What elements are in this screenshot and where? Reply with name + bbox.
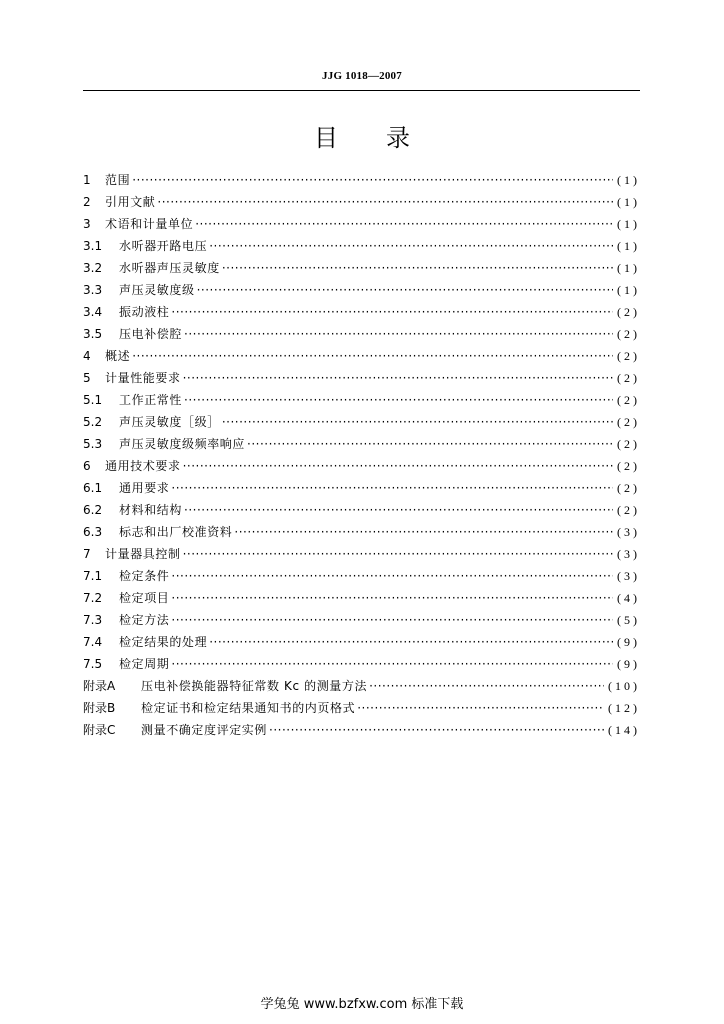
toc-entry-page: (3) — [617, 547, 640, 561]
toc-entry-label: 检定条件 — [119, 569, 170, 583]
toc-entry-number: 附录A — [83, 679, 116, 693]
toc-entry-label: 通用要求 — [119, 481, 170, 495]
toc-entry[interactable] — [83, 367, 640, 389]
toc-entry-number: 3.5 — [83, 327, 103, 341]
toc-entry-number: 6 — [83, 459, 91, 473]
toc-entry-page: (1) — [617, 173, 640, 187]
toc-leader-dots — [269, 719, 604, 741]
toc-entry-page: (2) — [617, 481, 640, 495]
toc-leader-dots — [171, 301, 613, 323]
toc-entry[interactable] — [83, 433, 640, 455]
toc-entry-label: 声压灵敏度级 — [119, 283, 195, 297]
toc-entry-label: 检定项目 — [119, 591, 170, 605]
toc-entry-label: 计量器具控制 — [105, 547, 181, 561]
toc-title-part1: 目 — [314, 124, 338, 152]
toc-entry-label: 压电补偿换能器特征常数 Kc 的测量方法 — [141, 679, 368, 693]
toc-leader-dots — [183, 455, 613, 477]
toc-entry[interactable] — [83, 609, 640, 631]
toc-entry[interactable] — [83, 279, 640, 301]
toc-entry-page: (1) — [617, 217, 640, 231]
toc-entry-label: 检定方法 — [119, 613, 170, 627]
toc-entry-page: (3) — [617, 569, 640, 583]
toc-entry-page: (2) — [617, 349, 640, 363]
toc-entry-number: 5 — [83, 371, 91, 385]
toc-entry[interactable] — [83, 235, 640, 257]
toc-entry-number: 7.3 — [83, 613, 103, 627]
toc-entry-label: 范围 — [105, 173, 131, 187]
toc-entry-label: 声压灵敏度［级］ — [119, 415, 220, 429]
toc-entry[interactable] — [83, 565, 640, 587]
toc-entry-label: 检定结果的处理 — [119, 635, 208, 649]
toc-entry-label: 标志和出厂校准资料 — [119, 525, 233, 539]
toc-entry-number: 5.2 — [83, 415, 103, 429]
toc-leader-dots — [171, 565, 613, 587]
toc-leader-dots — [369, 675, 604, 697]
header-rule — [83, 90, 640, 91]
toc-entry-number: 3.3 — [83, 283, 103, 297]
toc-leader-dots — [209, 631, 613, 653]
toc-entry[interactable] — [83, 301, 640, 323]
toc-entry[interactable] — [83, 191, 640, 213]
toc-entry-page: (2) — [617, 371, 640, 385]
toc-leader-dots — [197, 279, 613, 301]
toc-entry-label: 材料和结构 — [119, 503, 183, 517]
toc-entry[interactable] — [83, 521, 640, 543]
toc-entry-page: (2) — [617, 393, 640, 407]
toc-entry-number: 1 — [83, 173, 91, 187]
toc-entry[interactable] — [83, 719, 640, 741]
toc-leader-dots — [171, 587, 613, 609]
toc-entry-label: 测量不确定度评定实例 — [141, 723, 268, 737]
toc-title-part2: 录 — [386, 124, 410, 152]
toc-entry-number: 3.2 — [83, 261, 103, 275]
toc-entry-number: 4 — [83, 349, 91, 363]
toc-entry-page: (1) — [617, 195, 640, 209]
toc-entry-label: 检定周期 — [119, 657, 170, 671]
toc-leader-dots — [171, 477, 613, 499]
toc-entry-page: (10) — [608, 679, 640, 693]
toc-entry-number: 7.1 — [83, 569, 103, 583]
toc-entry[interactable] — [83, 653, 640, 675]
toc-entry[interactable] — [83, 257, 640, 279]
toc-leader-dots — [132, 345, 613, 367]
toc-entry-number: 3.4 — [83, 305, 103, 319]
toc-entry-page: (12) — [608, 701, 640, 715]
toc-entry[interactable] — [83, 587, 640, 609]
toc-entry-number: 6.2 — [83, 503, 103, 517]
toc-entry-number: 2 — [83, 195, 91, 209]
toc-leader-dots — [184, 389, 613, 411]
toc-entry[interactable] — [83, 213, 640, 235]
toc-entry-number: 3 — [83, 217, 91, 231]
toc-entry[interactable] — [83, 675, 640, 697]
toc-entry-number: 附录C — [83, 723, 116, 737]
toc-entry[interactable] — [83, 455, 640, 477]
toc-list — [83, 169, 640, 741]
toc-entry[interactable] — [83, 323, 640, 345]
toc-entry-number: 7.2 — [83, 591, 103, 605]
toc-leader-dots — [234, 521, 613, 543]
toc-entry-label: 振动液柱 — [119, 305, 170, 319]
toc-entry-page: (2) — [617, 327, 640, 341]
toc-entry-page: (14) — [608, 723, 640, 737]
toc-entry-number: 6.1 — [83, 481, 103, 495]
toc-leader-dots — [183, 543, 613, 565]
toc-entry-label: 声压灵敏度级频率响应 — [119, 437, 246, 451]
toc-entry[interactable] — [83, 499, 640, 521]
toc-leader-dots — [357, 697, 604, 719]
toc-leader-dots — [222, 257, 613, 279]
toc-entry[interactable] — [83, 411, 640, 433]
toc-entry-page: (4) — [617, 591, 640, 605]
toc-leader-dots — [184, 323, 613, 345]
toc-entry-label: 工作正常性 — [119, 393, 183, 407]
toc-entry-label: 计量性能要求 — [105, 371, 181, 385]
toc-entry-page: (1) — [617, 283, 640, 297]
toc-entry-label: 检定证书和检定结果通知书的内页格式 — [141, 701, 356, 715]
toc-entry-label: 水听器声压灵敏度 — [119, 261, 220, 275]
toc-entry-label: 压电补偿腔 — [119, 327, 183, 341]
toc-entry-number: 6.3 — [83, 525, 103, 539]
toc-entry-page: (2) — [617, 459, 640, 473]
toc-leader-dots — [171, 653, 613, 675]
toc-entry-page: (9) — [617, 657, 640, 671]
toc-entry-page: (5) — [617, 613, 640, 627]
toc-leader-dots — [222, 411, 613, 433]
standard-code: JJG 1018—2007 — [322, 70, 402, 82]
toc-entry-number: 5.3 — [83, 437, 103, 451]
toc-title — [0, 118, 724, 153]
toc-entry-number: 3.1 — [83, 239, 103, 253]
toc-entry-label: 术语和计量单位 — [105, 217, 194, 231]
toc-entry-number: 7.5 — [83, 657, 103, 671]
toc-entry-label: 概述 — [105, 349, 131, 363]
toc-entry-number: 7.4 — [83, 635, 103, 649]
toc-entry[interactable] — [83, 169, 640, 191]
toc-entry-page: (2) — [617, 305, 640, 319]
toc-entry-page: (3) — [617, 525, 640, 539]
toc-entry-label: 水听器开路电压 — [119, 239, 208, 253]
toc-entry-number: 5.1 — [83, 393, 103, 407]
toc-entry[interactable] — [83, 697, 640, 719]
toc-entry-page: (2) — [617, 503, 640, 517]
toc-entry[interactable] — [83, 631, 640, 653]
toc-entry-page: (2) — [617, 415, 640, 429]
toc-entry-number: 附录B — [83, 701, 116, 715]
toc-leader-dots — [209, 235, 613, 257]
toc-entry[interactable] — [83, 345, 640, 367]
toc-entry-label: 引用文献 — [105, 195, 156, 209]
footer-watermark: 学兔兔 www.bzfxw.com 标准下载 — [260, 997, 464, 1012]
toc-leader-dots — [247, 433, 613, 455]
toc-entry-page: (1) — [617, 261, 640, 275]
toc-leader-dots — [171, 609, 613, 631]
toc-entry-number: 7 — [83, 547, 91, 561]
toc-entry-page: (9) — [617, 635, 640, 649]
toc-leader-dots — [184, 499, 613, 521]
toc-entry[interactable] — [83, 389, 640, 411]
toc-leader-dots — [195, 213, 613, 235]
toc-entry-page: (2) — [617, 437, 640, 451]
toc-entry[interactable] — [83, 543, 640, 565]
toc-leader-dots — [132, 169, 613, 191]
toc-entry-page: (1) — [617, 239, 640, 253]
toc-entry[interactable] — [83, 477, 640, 499]
toc-leader-dots — [157, 191, 613, 213]
toc-entry-label: 通用技术要求 — [105, 459, 181, 473]
toc-leader-dots — [183, 367, 613, 389]
